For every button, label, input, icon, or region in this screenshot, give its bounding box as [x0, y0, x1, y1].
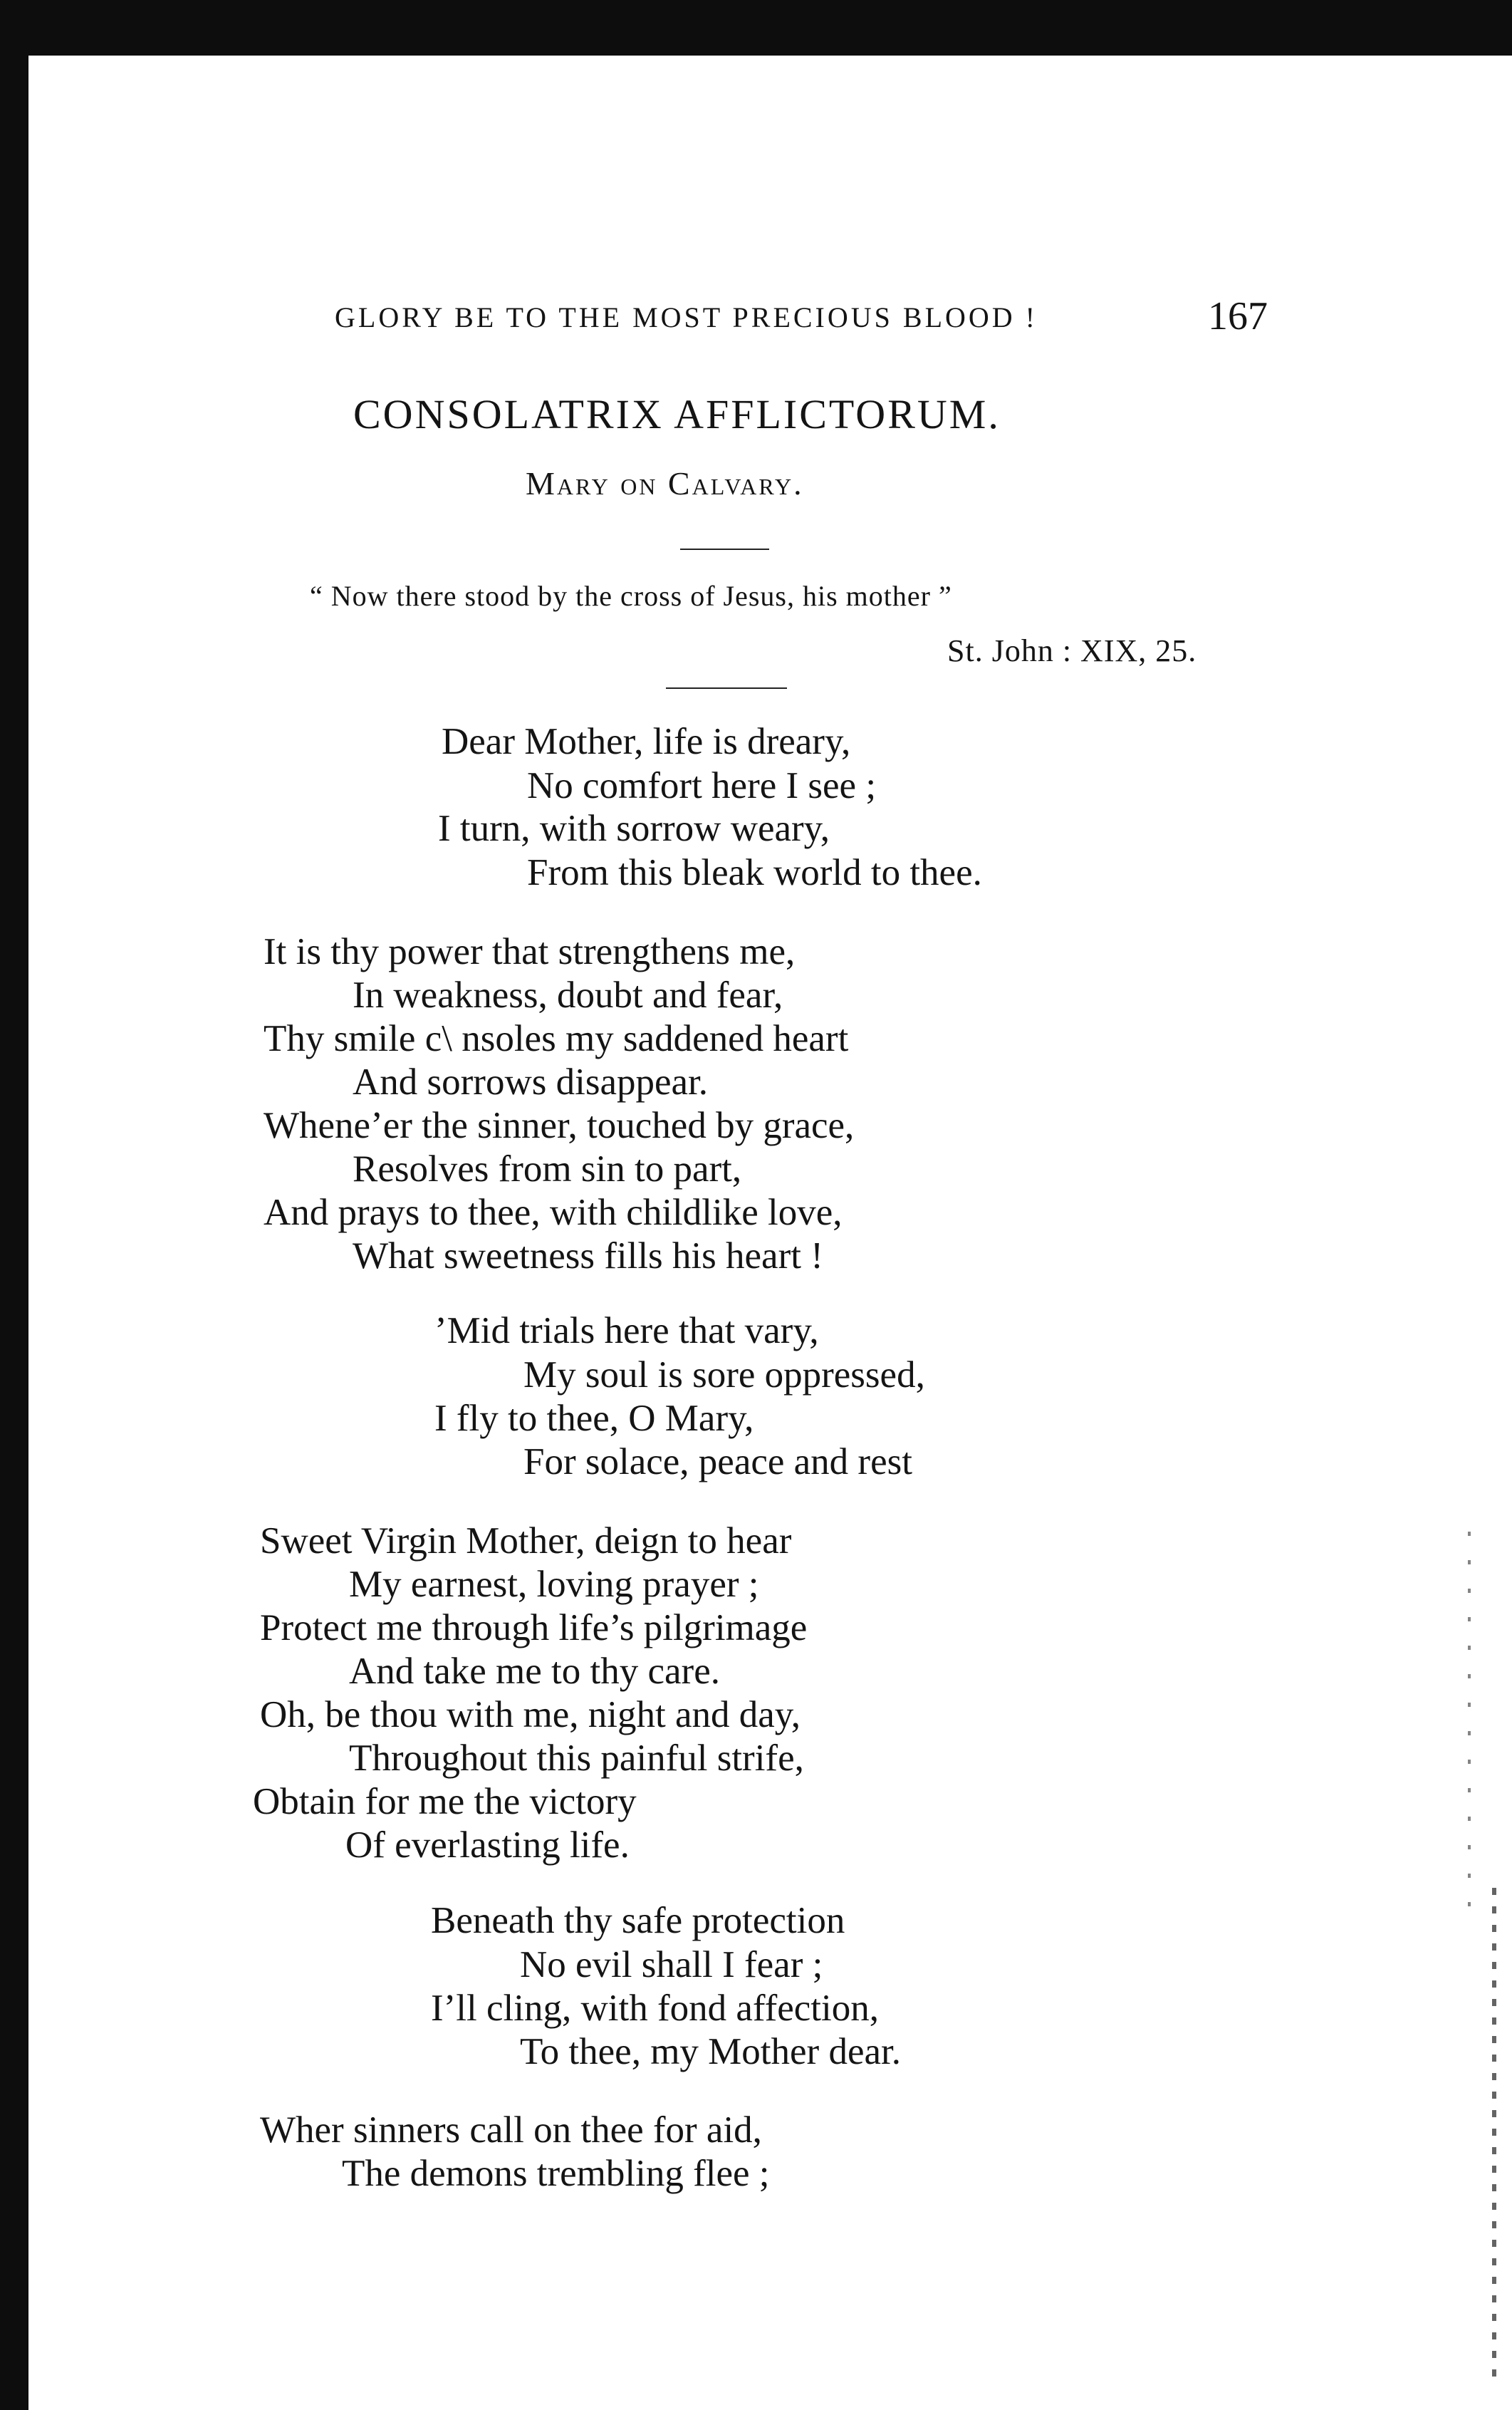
poem-line: In weakness, doubt and fear,: [353, 975, 783, 1016]
poem-line: I’ll cling, with fond affection,: [431, 1988, 879, 2029]
poem-subtitle: Mary on Calvary.: [526, 465, 804, 502]
poem-line: Thy smile c\ nsoles my saddened heart: [264, 1018, 849, 1059]
poem-line: And take me to thy care.: [349, 1651, 720, 1692]
poem-line: For solace, peace and rest: [523, 1441, 912, 1482]
scan-edge-marks: [1492, 1888, 1496, 2386]
poem-line: No comfort here I see ;: [527, 765, 877, 806]
poem-line: ’Mid trials here that vary,: [434, 1310, 819, 1351]
page-number: 167: [1208, 294, 1268, 338]
poem-line: Beneath thy safe protection: [431, 1900, 845, 1941]
divider-rule: [680, 549, 769, 550]
scan-edge-marks-inner: [1468, 1532, 1471, 1931]
poem-line: From this bleak world to thee.: [527, 852, 982, 893]
poem-line: Wher sinners call on thee for aid,: [260, 2109, 762, 2151]
poem-line: No evil shall I fear ;: [520, 1944, 823, 1985]
poem-line: Of everlasting life.: [345, 1824, 630, 1866]
poem-title: CONSOLATRIX AFFLICTORUM.: [353, 391, 1001, 437]
poem-line: And prays to thee, with childlike love,: [264, 1192, 843, 1233]
scan-top-border: [0, 0, 1512, 56]
poem-line: Dear Mother, life is dreary,: [442, 721, 851, 762]
poem-line: It is thy power that strengthens me,: [264, 931, 796, 972]
poem-line: Resolves from sin to part,: [353, 1148, 742, 1190]
poem-line: I fly to thee, O Mary,: [434, 1398, 754, 1439]
poem-line: My soul is sore oppressed,: [523, 1354, 925, 1396]
poem-line: Whene’er the sinner, touched by grace,: [264, 1105, 855, 1146]
poem-line: And sorrows disappear.: [353, 1061, 708, 1103]
poem-line: I turn, with sorrow weary,: [438, 808, 830, 849]
divider-rule: [666, 687, 787, 689]
poem-line: Protect me through life’s pilgrimage: [260, 1607, 808, 1648]
poem-line: My earnest, loving prayer ;: [349, 1564, 759, 1605]
running-title: GLORY BE TO THE MOST PRECIOUS BLOOD !: [335, 301, 1038, 333]
poem-line: What sweetness fills his heart !: [353, 1235, 823, 1277]
running-head: [335, 294, 1268, 343]
epigraph-citation: St. John : XIX, 25.: [947, 633, 1197, 668]
scan-left-border: [0, 0, 28, 2410]
epigraph-quote: “ Now there stood by the cross of Jesus, his mother ”: [310, 580, 952, 612]
poem-line: To thee, my Mother dear.: [520, 2031, 901, 2072]
poem-line: Sweet Virgin Mother, deign to hear: [260, 1520, 792, 1562]
poem-line: Throughout this painful strife,: [349, 1738, 804, 1779]
poem-line: Oh, be thou with me, night and day,: [260, 1694, 801, 1735]
poem-line: The demons trembling flee ;: [342, 2153, 770, 2194]
poem-line: Obtain for me the victory: [253, 1781, 637, 1822]
